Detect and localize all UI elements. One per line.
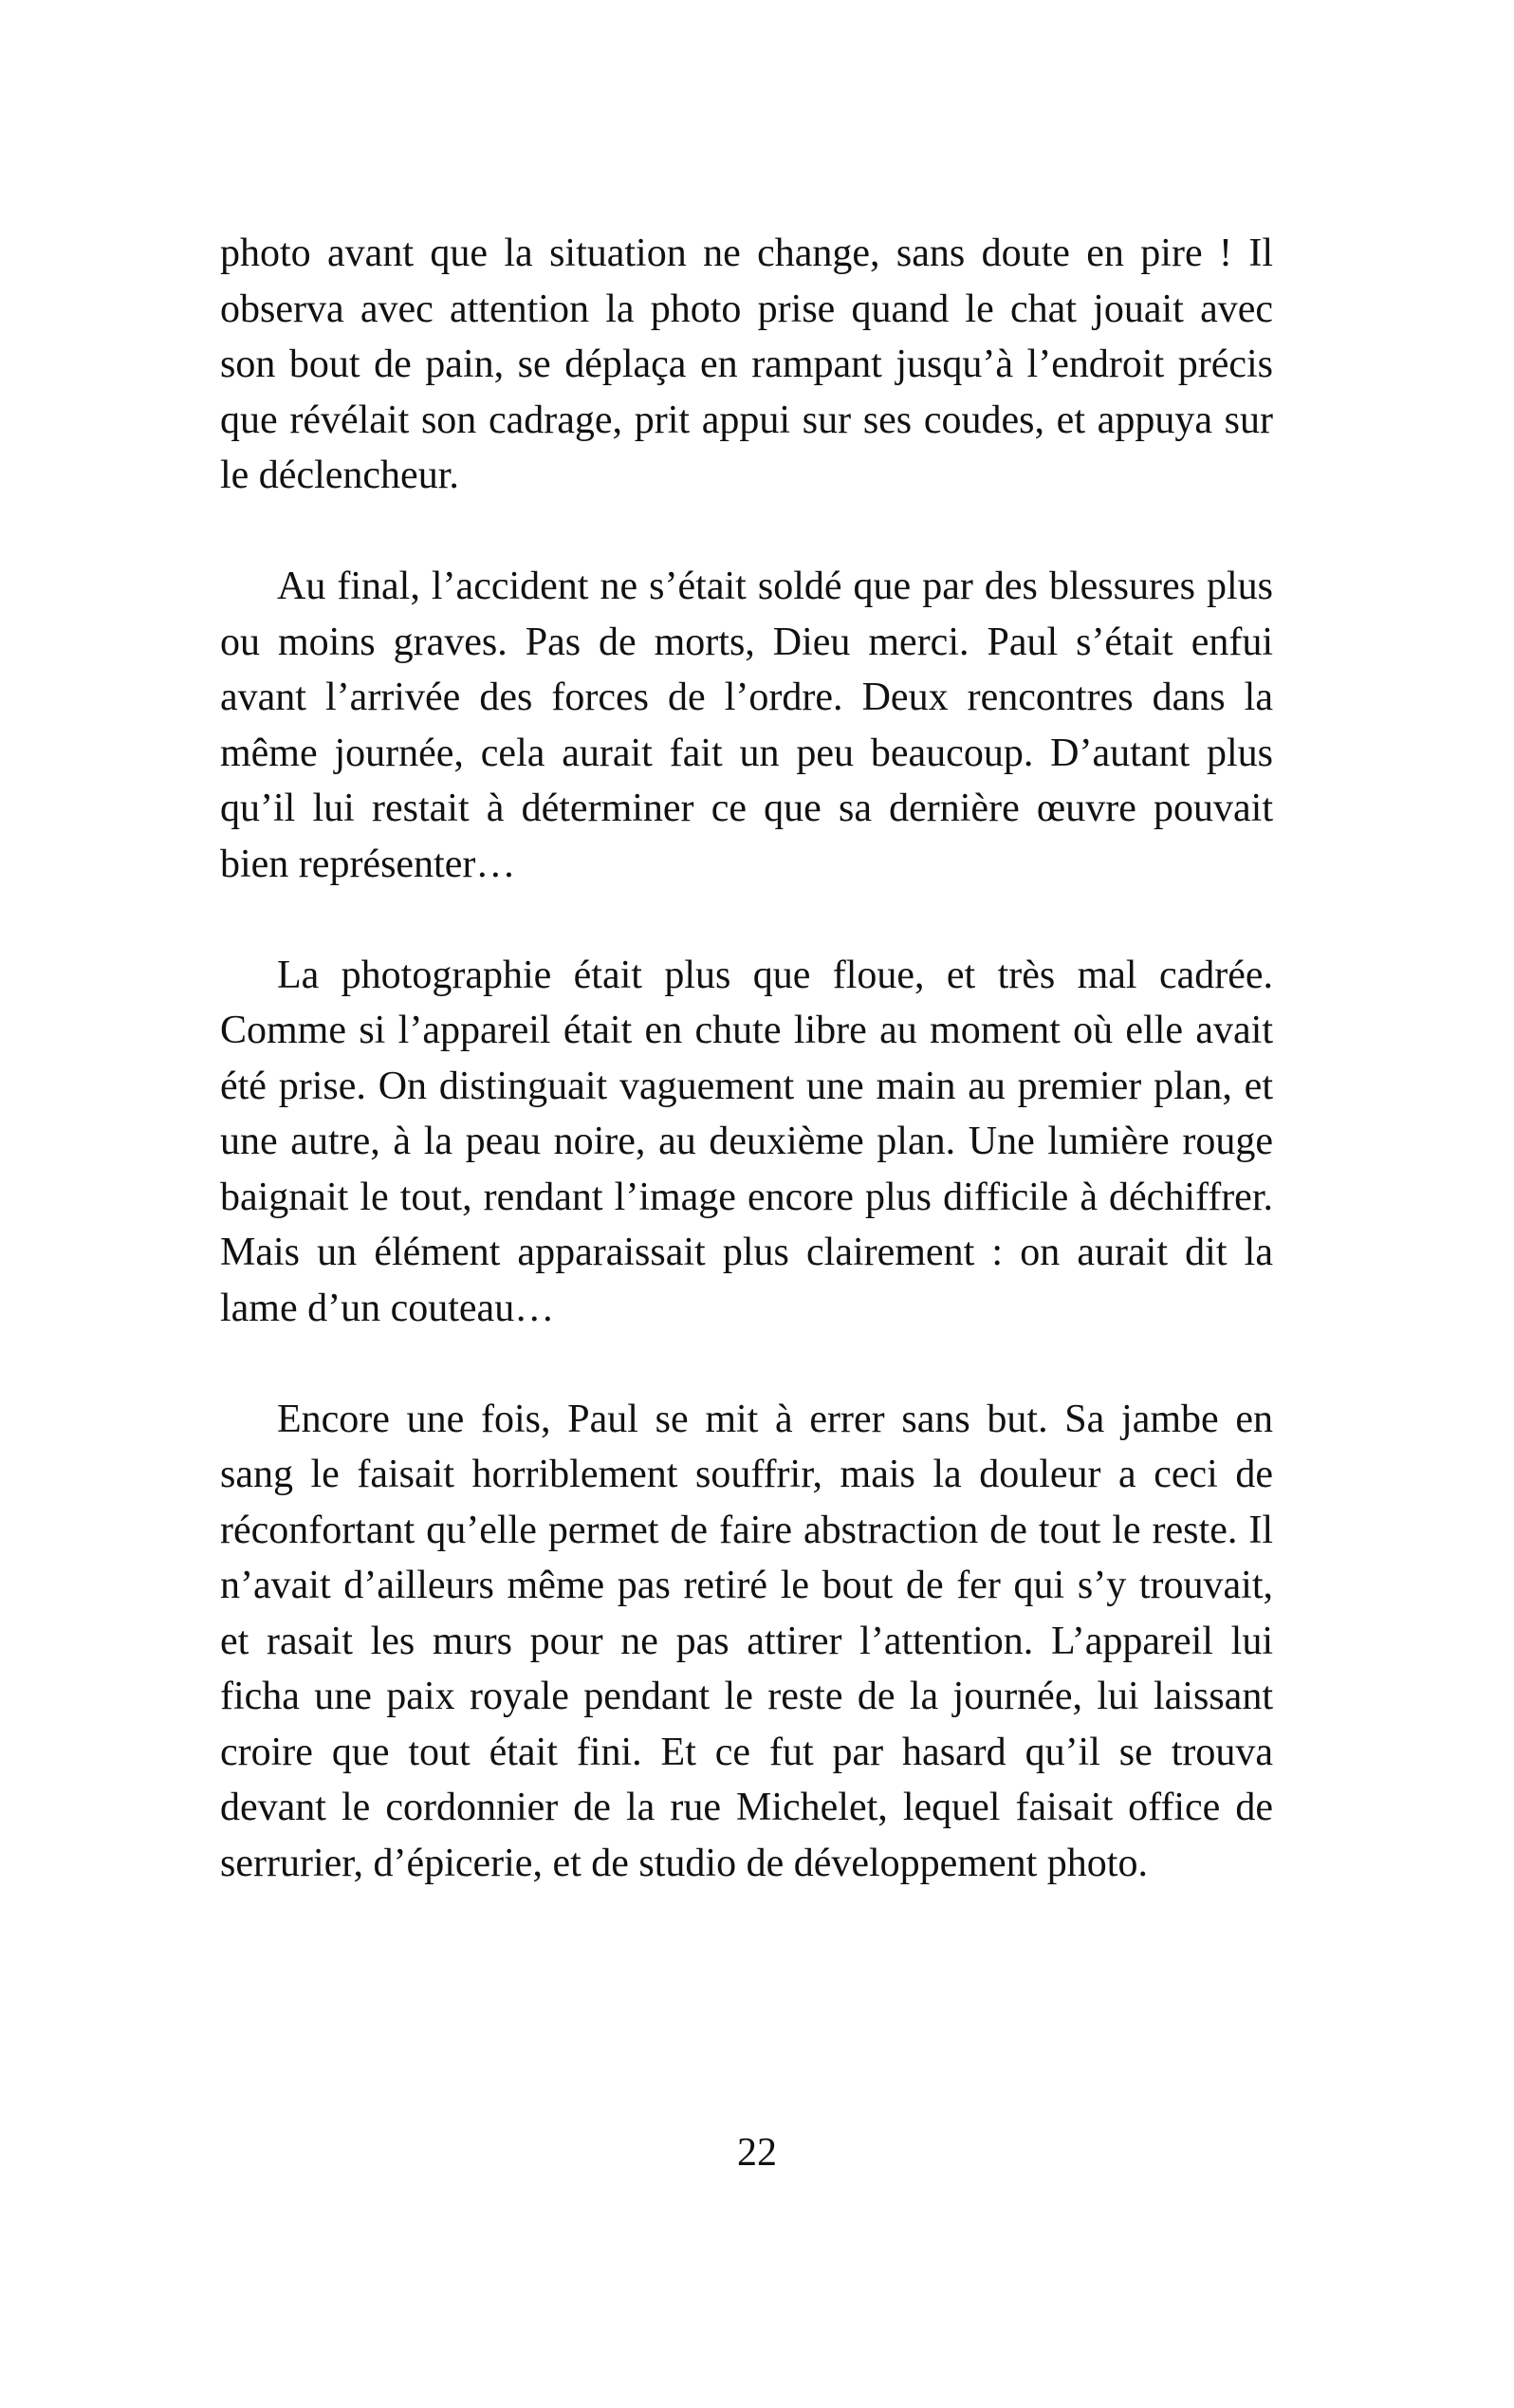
paragraph: Encore une fois, Paul se mit à errer sans but. Sa jambe en sang le faisait horriblement souffrir, mais la douleur a ceci de réconfortant qu’elle permet de faire abstraction de tout le reste. Il n’avait d’ailleurs même pas retiré le bout de fer qui s’y trouvait, et rasait les murs pour ne pas attirer l’attention. L’appareil lui ficha une paix royale pendant le reste de la journée, lui laissant croire que tout était fini. Et ce fut par hasard qu’il se trouva devant le cordonnier de la rue Michelet, lequel faisait office de serrurier, d’épicerie, et de studio de développement photo.: [220, 1397, 1273, 1885]
paragraph-continuation: photo avant que la situation ne change, sans doute en pire ! Il observa avec attention la photo prise quand le chat jouait avec son bout de pain, se déplaça en rampant jusqu’à l’endroit précis que révélait son cadrage, prit appui sur ses coudes, et appuya sur le déclencheur.: [220, 232, 1273, 497]
paragraph: La photographie était plus que floue, et très mal cadrée. Comme si l’appareil était en chute libre au moment où elle avait été prise. On distinguait vaguement une main au premier plan, et une autre, à la peau noire, au deuxième plan. Une lumière rouge baignait le tout, rendant l’image encore plus difficile à déchiffrer. Mais un élément apparaissait plus clairement : on aurait dit la lame d’un couteau…: [220, 953, 1273, 1330]
page-number: 22: [737, 2131, 777, 2175]
paragraph: Au final, l’accident ne s’était soldé que par des blessures plus ou moins graves. Pas de morts, Dieu merci. Paul s’était enfui avant l’arrivée des forces de l’ordre. Deux rencontres dans la même journée, cela aurait fait un peu beaucoup. D’autant plus qu’il lui restait à déterminer ce que sa dernière œuvre pouvait bien représenter…: [220, 565, 1273, 886]
body-text: [220, 226, 1273, 1947]
